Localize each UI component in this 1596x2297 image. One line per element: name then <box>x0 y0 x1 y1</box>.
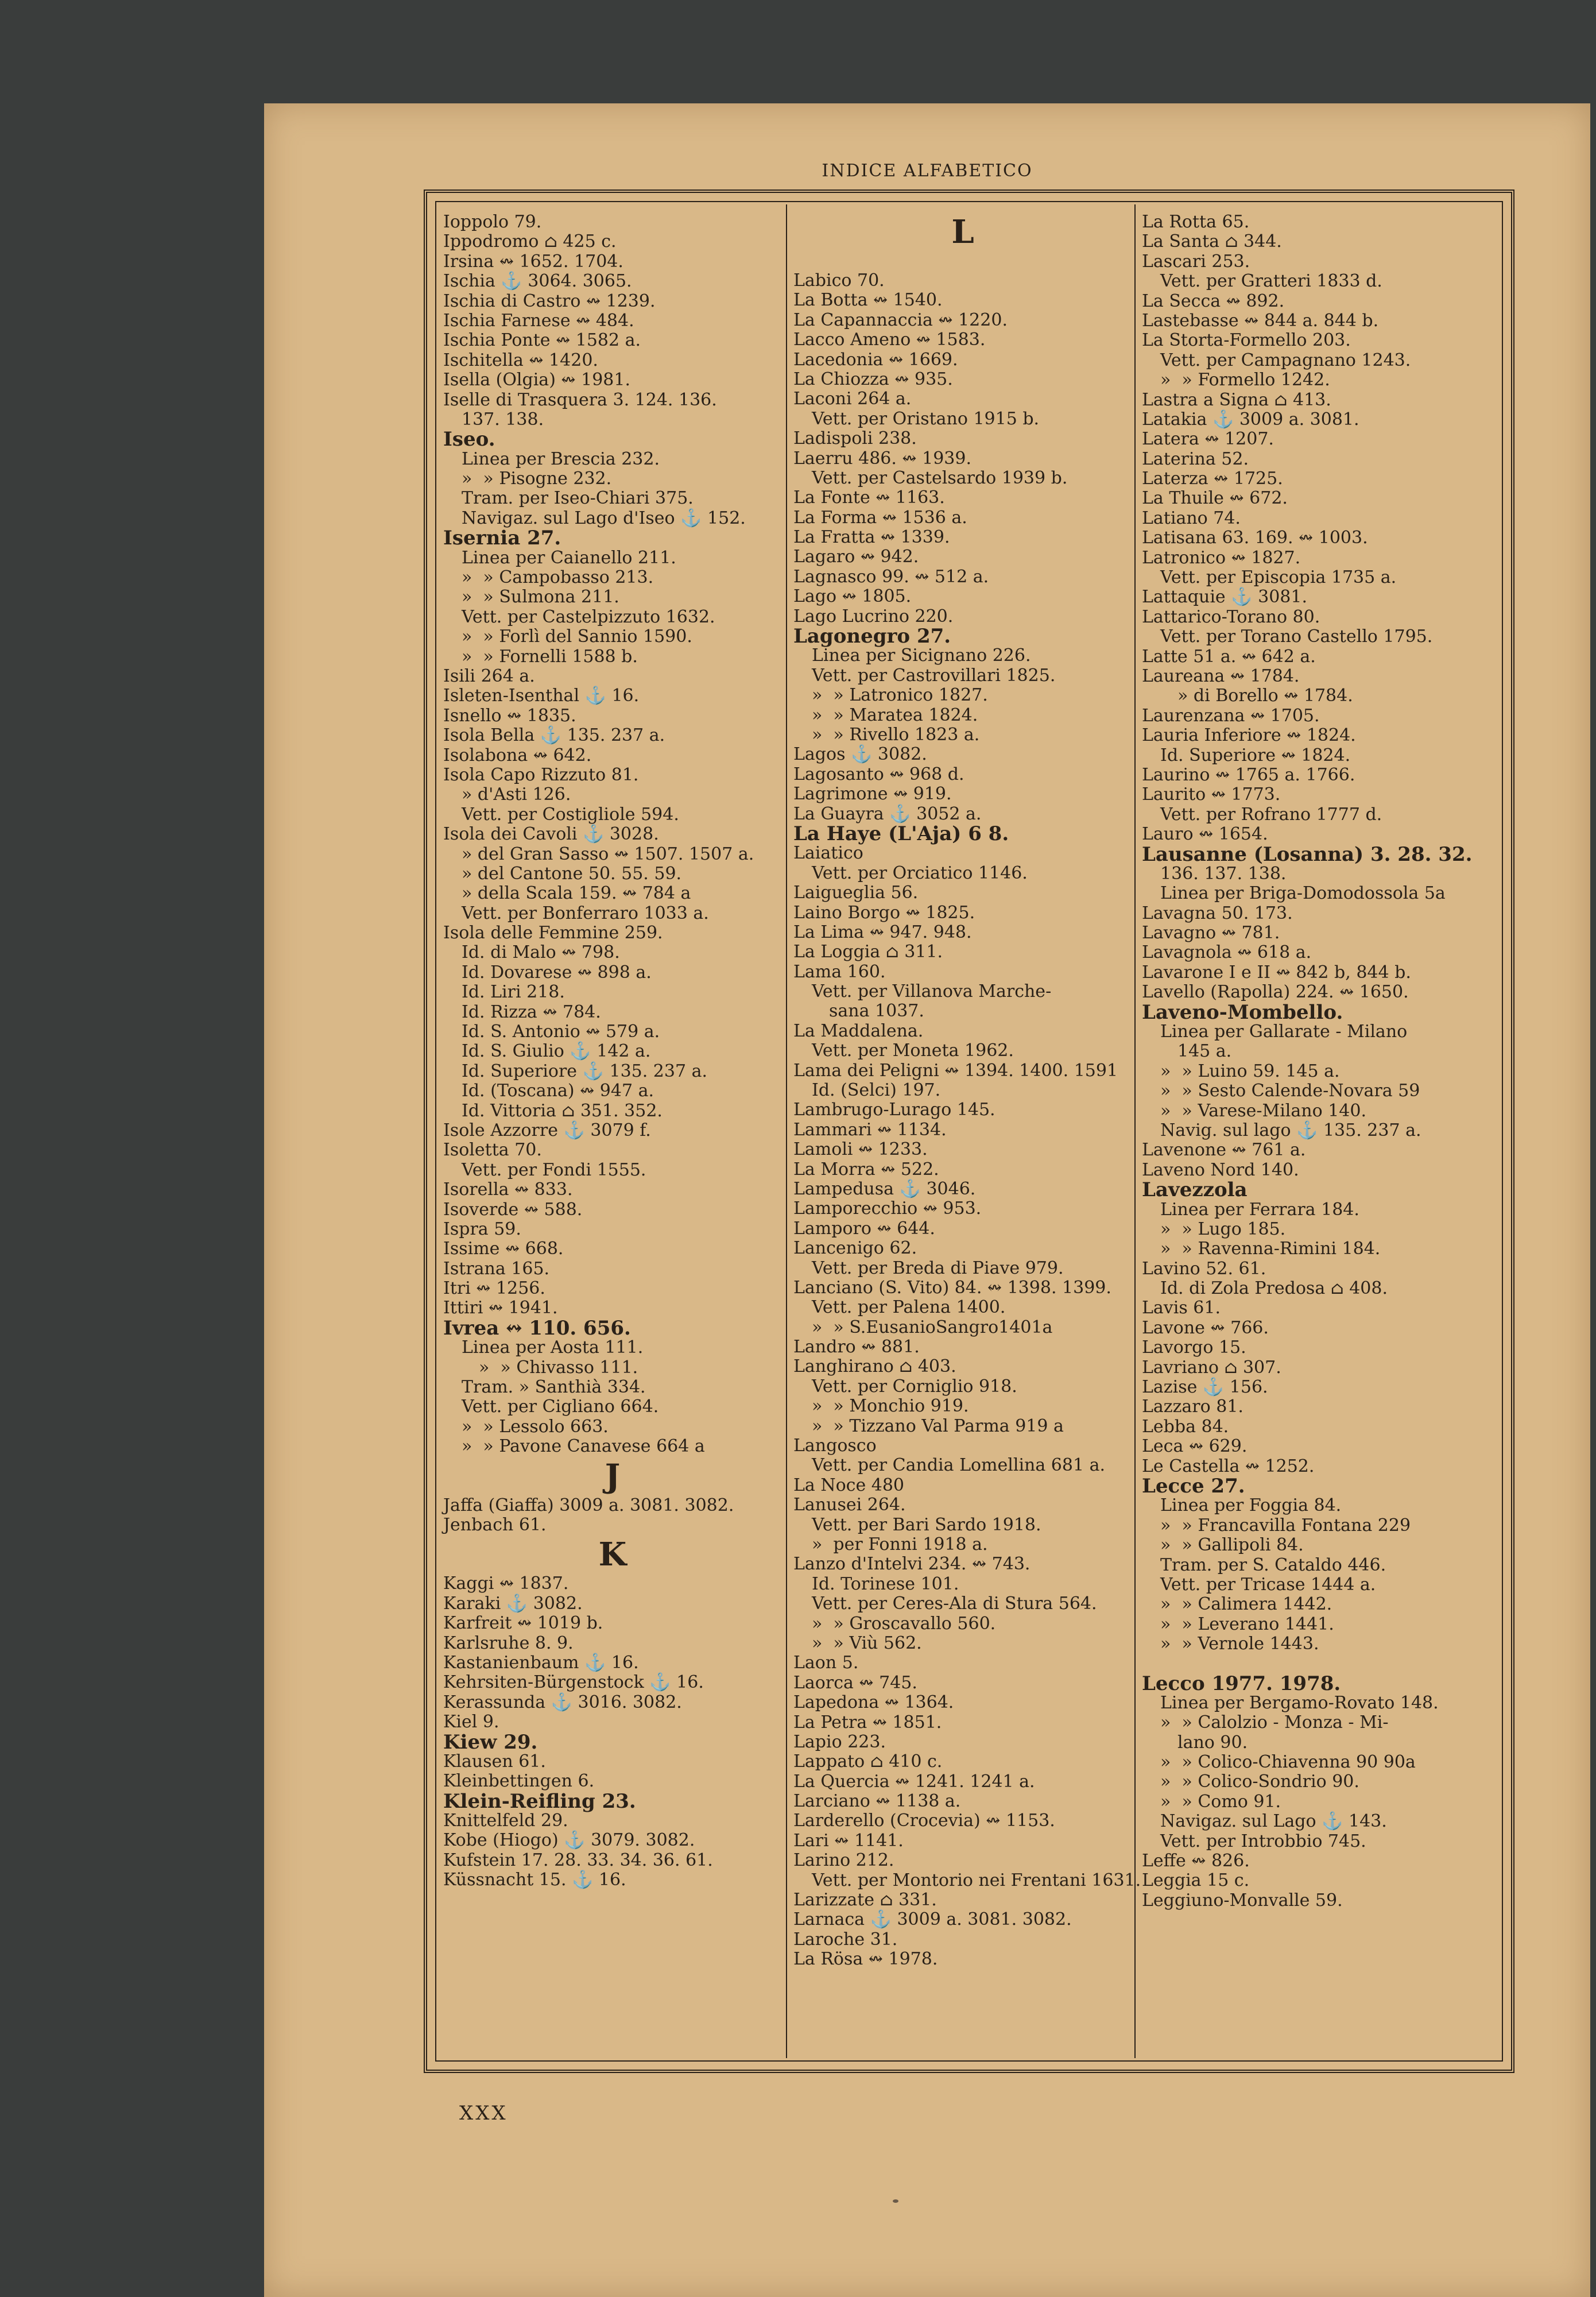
index-entry: Laurenzana ↭ 1705. <box>1142 705 1320 726</box>
index-entry: Linea per Ferrara 184. <box>1160 1199 1359 1220</box>
index-entry: Laterza ↭ 1725. <box>1142 469 1283 489</box>
index-entry: » » Calimera 1442. <box>1160 1594 1332 1615</box>
index-entry: Lazzaro 81. <box>1142 1397 1244 1417</box>
index-entry: Kiel 9. <box>443 1712 499 1733</box>
index-entry: » » Colico-Sondrio 90. <box>1160 1772 1359 1792</box>
index-entry: » » Lugo 185. <box>1160 1219 1286 1239</box>
index-entry: Lacedonia ↭ 1669. <box>793 349 958 370</box>
index-entry: La Rotta 65. <box>1142 212 1250 232</box>
index-entry: Lagnasco 99. ↭ 512 a. <box>793 566 989 587</box>
index-entry: Lavagnola ↭ 618 a. <box>1142 942 1312 963</box>
index-entry: Lavis 61. <box>1142 1298 1221 1318</box>
index-entry: Linea per Bergamo-Rovato 148. <box>1160 1692 1439 1713</box>
index-entry: Isorella ↭ 833. <box>443 1180 573 1200</box>
index-entry: Lagaro ↭ 942. <box>793 547 919 567</box>
index-entry: Laroche 31. <box>793 1929 898 1950</box>
index-entry: Kerassunda ⚓ 3016. 3082. <box>443 1692 682 1712</box>
index-heading: Klein-Reifling 23. <box>443 1789 636 1813</box>
index-entry: Laureana ↭ 1784. <box>1142 666 1300 686</box>
index-entry: La Noce 480 <box>793 1475 905 1495</box>
column-divider <box>786 204 787 2058</box>
index-entry: La Chiozza ↭ 935. <box>793 369 953 389</box>
index-entry: Laiatico <box>793 843 863 864</box>
index-entry: » » Lessolo 663. <box>462 1416 609 1437</box>
index-entry: Vett. per Introbbio 745. <box>1160 1831 1366 1851</box>
index-entry: Küssnacht 15. ⚓ 16. <box>443 1870 626 1890</box>
index-entry: Vett. per Bonferraro 1033 a. <box>462 903 709 923</box>
index-column-2 <box>793 212 1141 1970</box>
index-entry: La Rösa ↭ 1978. <box>793 1949 938 1970</box>
index-entry: La Fonte ↭ 1163. <box>793 488 945 508</box>
index-entry: Lascari 253. <box>1142 251 1250 272</box>
index-entry: Lamporecchio ↭ 953. <box>793 1198 982 1219</box>
index-entry: Lastra a Signa ⌂ 413. <box>1142 389 1331 410</box>
index-entry: Kehrsiten-Bürgenstock ⚓ 16. <box>443 1672 704 1693</box>
index-entry: Tram. per S. Cataldo 446. <box>1160 1554 1386 1575</box>
index-entry: Id. Dovarese ↭ 898 a. <box>462 962 652 983</box>
index-entry: Vett. per Orciatico 1146. <box>812 863 1028 883</box>
index-entry: » per Fonni 1918 a. <box>812 1534 988 1554</box>
index-entry: Laurino ↭ 1765 a. 1766. <box>1142 764 1355 785</box>
index-entry: 137. 138. <box>462 409 544 430</box>
index-entry: » di Borello ↭ 1784. <box>1177 686 1353 706</box>
index-entry: Isella (Olgia) ↭ 1981. <box>443 370 630 390</box>
index-entry: Iselle di Trasquera 3. 124. 136. <box>443 389 717 410</box>
index-entry: Isoletta 70. <box>443 1140 542 1161</box>
index-entry: Latera ↭ 1207. <box>1142 429 1274 450</box>
index-entry: lano 90. <box>1177 1732 1248 1753</box>
index-entry: » » Pavone Canavese 664 a <box>462 1436 705 1457</box>
index-entry: La Fratta ↭ 1339. <box>793 527 950 548</box>
index-entry: » » Campobasso 213. <box>462 567 654 588</box>
index-entry: Id. Liri 218. <box>462 982 565 1003</box>
index-entry: La Morra ↭ 522. <box>793 1159 939 1180</box>
index-entry: Lauro ↭ 1654. <box>1142 824 1268 845</box>
index-entry: Vett. per Costigliole 594. <box>462 804 679 825</box>
index-entry: Laerru 486. ↭ 1939. <box>793 448 971 469</box>
index-entry: Isili 264 a. <box>443 666 535 686</box>
index-entry: Isola Capo Rizzuto 81. <box>443 764 639 785</box>
index-entry: Id. di Zola Predosa ⌂ 408. <box>1160 1278 1388 1299</box>
index-entry: » » Forlì del Sannio 1590. <box>462 627 692 647</box>
index-entry: Id. S. Giulio ⚓ 142 a. <box>462 1041 651 1062</box>
index-entry: Id. (Toscana) ↭ 947 a. <box>462 1081 654 1101</box>
index-entry: Vett. per Fondi 1555. <box>462 1159 646 1180</box>
index-entry: Kaggi ↭ 1837. <box>443 1573 569 1594</box>
index-entry: » » Maratea 1824. <box>812 705 978 725</box>
index-entry: Jaffa (Giaffa) 3009 a. 3081. 3082. <box>443 1495 734 1515</box>
index-entry: Lari ↭ 1141. <box>793 1830 904 1851</box>
index-entry: Lavagno ↭ 781. <box>1142 923 1280 943</box>
index-entry: Laveno Nord 140. <box>1142 1159 1299 1180</box>
index-entry: Karaki ⚓ 3082. <box>443 1593 583 1614</box>
index-heading: Lagonegro 27. <box>793 625 951 648</box>
index-entry: Larderello (Crocevia) ↭ 1153. <box>793 1811 1055 1831</box>
index-entry: » » Vernole 1443. <box>1160 1634 1319 1654</box>
index-entry: 145 a. <box>1177 1041 1232 1062</box>
spacer <box>793 252 1132 271</box>
index-entry: Lavorgo 15. <box>1142 1337 1246 1358</box>
index-entry: » » Calolzio - Monza - Mi- <box>1160 1712 1389 1733</box>
index-entry: Ischia ⚓ 3064. 3065. <box>443 271 632 292</box>
index-entry: Latiano 74. <box>1142 508 1241 528</box>
index-entry: Jenbach 61. <box>443 1515 547 1535</box>
index-entry: Latisana 63. 169. ↭ 1003. <box>1142 528 1368 548</box>
index-entry: Vett. per Candia Lomellina 681 a. <box>812 1455 1105 1476</box>
index-entry: Lagrimone ↭ 919. <box>793 784 952 805</box>
index-entry: Id. S. Antonio ↭ 579 a. <box>462 1022 660 1042</box>
index-entry: Karlsruhe 8. 9. <box>443 1633 574 1653</box>
index-entry: Tram. per Iseo-Chiari 375. <box>462 488 694 509</box>
index-entry: Vett. per Episcopia 1735 a. <box>1160 567 1397 588</box>
index-entry: Kufstein 17. 28. 33. 34. 36. 61. <box>443 1850 713 1870</box>
index-entry: Lago ↭ 1805. <box>793 586 912 607</box>
index-entry: La Quercia ↭ 1241. 1241 a. <box>793 1771 1035 1792</box>
index-entry: Lattaquie ⚓ 3081. <box>1142 587 1307 608</box>
index-entry: Lama dei Peligni ↭ 1394. 1400. 1591 <box>793 1060 1118 1081</box>
index-entry: Latronico ↭ 1827. <box>1142 547 1301 568</box>
section-letter: J <box>605 1457 621 1495</box>
index-entry: Ispra 59. <box>443 1219 521 1239</box>
index-entry: » » Colico-Chiavenna 90 90a <box>1160 1752 1416 1773</box>
index-entry: La Storta-Formello 203. <box>1142 330 1351 351</box>
index-entry: Landro ↭ 881. <box>793 1337 920 1358</box>
index-entry: Linea per Caianello 211. <box>462 547 676 568</box>
section-letter: K <box>598 1536 627 1574</box>
index-entry: » del Cantone 50. 55. 59. <box>462 863 682 884</box>
index-entry: Id. (Selci) 197. <box>812 1080 941 1101</box>
index-entry: Isolabona ↭ 642. <box>443 745 592 765</box>
index-entry: Laino Borgo ↭ 1825. <box>793 902 975 923</box>
index-entry: La Thuile ↭ 672. <box>1142 488 1288 509</box>
index-entry: Kastanienbaum ⚓ 16. <box>443 1652 639 1673</box>
index-entry: Lanzo d'Intelvi 234. ↭ 743. <box>793 1554 1031 1575</box>
index-heading: Lecce 27. <box>1142 1475 1245 1498</box>
index-entry: Ladispoli 238. <box>793 428 917 449</box>
index-heading: La Haye (L'Aja) 6 8. <box>793 822 1009 845</box>
index-entry: Latte 51 a. ↭ 642 a. <box>1142 646 1316 667</box>
index-entry: Lapio 223. <box>793 1731 886 1752</box>
index-entry: Issime ↭ 668. <box>443 1239 564 1259</box>
index-entry: Leffe ↭ 826. <box>1142 1851 1250 1871</box>
index-entry: Linea per Gallarate - Milano <box>1160 1022 1408 1042</box>
index-entry: » » Groscavallo 560. <box>812 1613 996 1634</box>
index-entry: Navigaz. sul Lago d'Iseo ⚓ 152. <box>462 508 746 528</box>
index-entry: Id. Torinese 101. <box>812 1573 959 1594</box>
index-entry: Vett. per Cigliano 664. <box>462 1397 659 1417</box>
index-entry: Isole Azzorre ⚓ 3079 f. <box>443 1120 651 1140</box>
index-entry: Labico 70. <box>793 270 885 291</box>
index-entry: Isoverde ↭ 588. <box>443 1199 583 1220</box>
index-entry: Linea per Briga-Domodossola 5a <box>1160 883 1446 904</box>
index-entry: Vett. per Montorio nei Frentani 1631. <box>812 1870 1141 1890</box>
index-entry: Tram. » Santhià 334. <box>462 1377 646 1398</box>
index-entry: Ittiri ↭ 1941. <box>443 1298 558 1318</box>
index-entry: Vett. per Palena 1400. <box>812 1297 1006 1318</box>
index-heading: Lavezzola <box>1142 1178 1248 1202</box>
index-entry: Istrana 165. <box>443 1258 550 1279</box>
index-entry: La Secca ↭ 892. <box>1142 291 1285 311</box>
index-entry: Isola dei Cavoli ⚓ 3028. <box>443 824 659 845</box>
index-entry: Larnaca ⚓ 3009 a. 3081. 3082. <box>793 1909 1072 1930</box>
index-entry: » del Gran Sasso ↭ 1507. 1507 a. <box>462 844 754 864</box>
index-entry: » » Fornelli 1588 b. <box>462 646 638 667</box>
index-entry: Ischitella ↭ 1420. <box>443 350 598 370</box>
index-entry: » » Leverano 1441. <box>1160 1614 1334 1634</box>
index-entry: Lampedusa ⚓ 3046. <box>793 1178 976 1199</box>
index-entry: La Santa ⌂ 344. <box>1142 231 1282 252</box>
index-entry: » » Monchio 919. <box>812 1396 969 1417</box>
index-entry: Lappato ⌂ 410 c. <box>793 1751 943 1772</box>
index-entry: Laterina 52. <box>1142 448 1249 469</box>
index-entry: Lavriano ⌂ 307. <box>1142 1357 1281 1378</box>
index-entry: Lastebasse ↭ 844 a. 844 b. <box>1142 310 1379 331</box>
index-entry: Leca ↭ 629. <box>1142 1436 1248 1457</box>
index-entry: » » Luino 59. 145 a. <box>1160 1061 1340 1081</box>
index-entry: Laorca ↭ 745. <box>793 1672 917 1693</box>
index-entry: Vett. per Bari Sardo 1918. <box>812 1514 1041 1535</box>
index-heading: Kiew 29. <box>443 1730 538 1754</box>
index-entry: Klausen 61. <box>443 1751 546 1772</box>
index-entry: La Petra ↭ 1851. <box>793 1712 942 1733</box>
index-entry: Laconi 264 a. <box>793 389 912 409</box>
index-entry: Linea per Aosta 111. <box>462 1337 644 1358</box>
index-entry: Linea per Brescia 232. <box>462 448 660 469</box>
index-entry: Vett. per Breda di Piave 979. <box>812 1258 1064 1278</box>
index-entry: Id. di Malo ↭ 798. <box>462 942 620 963</box>
index-entry: Id. Vittoria ⌂ 351. 352. <box>462 1100 663 1121</box>
index-entry: » » Gallipoli 84. <box>1160 1535 1304 1556</box>
paper-spot <box>893 2199 898 2203</box>
index-entry: Vett. per Moneta 1962. <box>812 1041 1014 1061</box>
index-entry: Irsina ↭ 1652. 1704. <box>443 251 623 272</box>
index-entry: » » Viù 562. <box>812 1633 922 1653</box>
index-entry: Lazise ⚓ 156. <box>1142 1377 1268 1398</box>
index-entry: Itri ↭ 1256. <box>443 1278 545 1299</box>
index-entry: Lago Lucrino 220. <box>793 606 954 627</box>
index-entry: » » S.EusanioSangro1401a <box>812 1317 1053 1337</box>
index-entry: Vett. per Corniglio 918. <box>812 1376 1017 1397</box>
index-entry: Lavone ↭ 766. <box>1142 1317 1269 1338</box>
index-entry: Karfreit ↭ 1019 b. <box>443 1613 603 1634</box>
index-frame <box>424 190 1514 2073</box>
index-entry: » » Sulmona 211. <box>462 587 619 608</box>
index-entry: Linea per Sicignano 226. <box>812 645 1031 666</box>
index-entry: Vett. per Castrovillari 1825. <box>812 665 1056 686</box>
index-entry: Laurito ↭ 1773. <box>1142 784 1281 805</box>
index-entry: Lauria Inferiore ↭ 1824. <box>1142 725 1356 746</box>
page-number: XXX <box>459 2102 508 2125</box>
index-entry: Lambrugo-Lurago 145. <box>793 1100 995 1120</box>
index-entry: 136. 137. 138. <box>1160 863 1287 884</box>
index-entry: Knittelfeld 29. <box>443 1811 568 1831</box>
index-entry: Lacco Ameno ↭ 1583. <box>793 330 986 350</box>
index-entry: Lavello (Rapolla) 224. ↭ 1650. <box>1142 982 1409 1003</box>
index-heading: Lecco 1977. 1978. <box>1142 1672 1341 1695</box>
index-entry: Vett. per Gratteri 1833 d. <box>1160 271 1382 292</box>
book-page <box>264 103 1590 2297</box>
index-entry: Id. Superiore ⚓ 135. 237 a. <box>462 1061 708 1081</box>
index-entry: Ippodromo ⌂ 425 c. <box>443 231 617 252</box>
index-entry: Lama 160. <box>793 961 886 982</box>
index-entry: Ischia di Castro ↭ 1239. <box>443 291 656 311</box>
index-heading: Laveno-Mombello. <box>1142 1000 1343 1024</box>
index-entry: Lamoli ↭ 1233. <box>793 1139 928 1160</box>
index-entry: Laon 5. <box>793 1653 859 1673</box>
index-entry: Vett. per Ceres-Ala di Stura 564. <box>812 1594 1097 1614</box>
index-entry: » » Tizzano Val Parma 919 a <box>812 1416 1064 1436</box>
page-header: INDICE ALFABETICO <box>822 161 1033 181</box>
index-entry: Kobe (Hiogo) ⚓ 3079. 3082. <box>443 1830 695 1851</box>
index-heading: Ivrea ↭ 110. 656. <box>443 1316 631 1340</box>
index-column-1 <box>443 212 782 1890</box>
index-entry: » della Scala 159. ↭ 784 a <box>462 883 691 904</box>
column-divider <box>1134 204 1136 2058</box>
index-heading: Isernia 27. <box>443 527 561 550</box>
index-entry: Isola Bella ⚓ 135. 237 a. <box>443 725 665 746</box>
index-entry: Ioppolo 79. <box>443 212 542 232</box>
index-entry: Isola delle Femmine 259. <box>443 923 663 943</box>
index-entry: Vett. per Torano Castello 1795. <box>1160 627 1433 647</box>
index-entry: » » Sesto Calende-Novara 59 <box>1160 1081 1420 1101</box>
index-entry: Lavenone ↭ 761 a. <box>1142 1140 1306 1161</box>
index-entry: Larino 212. <box>793 1850 894 1871</box>
index-entry: Lavagna 50. 173. <box>1142 903 1293 923</box>
index-entry: » » Varese-Milano 140. <box>1160 1100 1367 1121</box>
index-entry: Vett. per Oristano 1915 b. <box>812 408 1040 429</box>
index-entry: Latakia ⚓ 3009 a. 3081. <box>1142 409 1359 430</box>
index-entry: Ischia Farnese ↭ 484. <box>443 310 634 331</box>
index-entry: La Forma ↭ 1536 a. <box>793 507 967 528</box>
index-entry: Larizzate ⌂ 331. <box>793 1890 937 1911</box>
index-entry: Le Castella ↭ 1252. <box>1142 1456 1315 1476</box>
index-entry: Langosco <box>793 1436 877 1456</box>
index-entry: » » Chivasso 111. <box>479 1357 638 1378</box>
index-entry: » » Pisogne 232. <box>462 469 612 489</box>
section-letter: L <box>951 213 974 251</box>
index-entry: » d'Asti 126. <box>462 784 571 805</box>
index-entry: La Capannaccia ↭ 1220. <box>793 310 1008 330</box>
index-entry: Vett. per Campagnano 1243. <box>1160 350 1411 370</box>
index-entry: Larciano ↭ 1138 a. <box>793 1791 961 1812</box>
index-entry: Id. Superiore ↭ 1824. <box>1160 745 1351 765</box>
index-entry: Leggiuno-Monvalle 59. <box>1142 1890 1343 1911</box>
index-entry: » » Ravenna-Rimini 184. <box>1160 1239 1381 1259</box>
index-entry: Isnello ↭ 1835. <box>443 705 576 726</box>
index-entry: Vett. per Castelpizzuto 1632. <box>462 606 715 627</box>
index-entry: Ischia Ponte ↭ 1582 a. <box>443 330 641 351</box>
index-entry: Navigaz. sul Lago ⚓ 143. <box>1160 1811 1387 1832</box>
index-entry: Isleten-Isenthal ⚓ 16. <box>443 686 640 706</box>
index-entry: Vett. per Villanova Marche- <box>812 981 1052 1002</box>
index-entry: Laigueglia 56. <box>793 883 919 903</box>
index-entry: Lamporo ↭ 644. <box>793 1218 935 1239</box>
index-entry: Kleinbettingen 6. <box>443 1771 595 1792</box>
index-entry: sana 1037. <box>829 1001 924 1022</box>
index-entry: Lattarico-Torano 80. <box>1142 606 1320 627</box>
index-entry: La Loggia ⌂ 311. <box>793 942 943 962</box>
index-entry: Vett. per Tricase 1444 a. <box>1160 1574 1376 1595</box>
index-entry: Navig. sul lago ⚓ 135. 237 a. <box>1160 1120 1421 1140</box>
index-entry: Langhirano ⌂ 403. <box>793 1356 956 1377</box>
index-entry: La Botta ↭ 1540. <box>793 290 943 311</box>
index-entry: Lebba 84. <box>1142 1416 1229 1437</box>
index-entry: Vett. per Rofrano 1777 d. <box>1160 804 1382 825</box>
spacer <box>1142 1654 1498 1674</box>
index-entry: Lavarone I e II ↭ 842 b, 844 b. <box>1142 962 1411 983</box>
index-entry: La Lima ↭ 947. 948. <box>793 922 972 942</box>
index-entry: Linea per Foggia 84. <box>1160 1495 1342 1516</box>
index-entry: La Guayra ⚓ 3052 a. <box>793 803 982 824</box>
index-entry: Lancenigo 62. <box>793 1238 917 1259</box>
index-entry: » » Latronico 1827. <box>812 685 988 706</box>
index-entry: Vett. per Castelsardo 1939 b. <box>812 467 1068 488</box>
index-heading: Lausanne (Losanna) 3. 28. 32. <box>1142 842 1473 866</box>
index-entry: Lagosanto ↭ 968 d. <box>793 764 964 784</box>
index-heading: Iseo. <box>443 428 495 451</box>
index-entry: La Maddalena. <box>793 1020 924 1041</box>
index-entry: Lanusei 264. <box>793 1495 906 1515</box>
index-entry: Lammari ↭ 1134. <box>793 1119 947 1140</box>
index-entry: Leggia 15 c. <box>1142 1870 1250 1891</box>
index-entry: » » Como 91. <box>1160 1791 1281 1812</box>
index-entry: Lagos ⚓ 3082. <box>793 744 927 765</box>
index-column-3 <box>1142 212 1498 1911</box>
index-entry: Lapedona ↭ 1364. <box>793 1692 954 1713</box>
index-entry: Id. Rizza ↭ 784. <box>462 1001 601 1022</box>
index-entry: » » Francavilla Fontana 229 <box>1160 1515 1411 1536</box>
index-entry: » » Formello 1242. <box>1160 370 1330 390</box>
index-entry: Lavino 52. 61. <box>1142 1258 1266 1279</box>
index-entry: Lanciano (S. Vito) 84. ↭ 1398. 1399. <box>793 1277 1111 1298</box>
index-entry: » » Rivello 1823 a. <box>812 724 980 745</box>
